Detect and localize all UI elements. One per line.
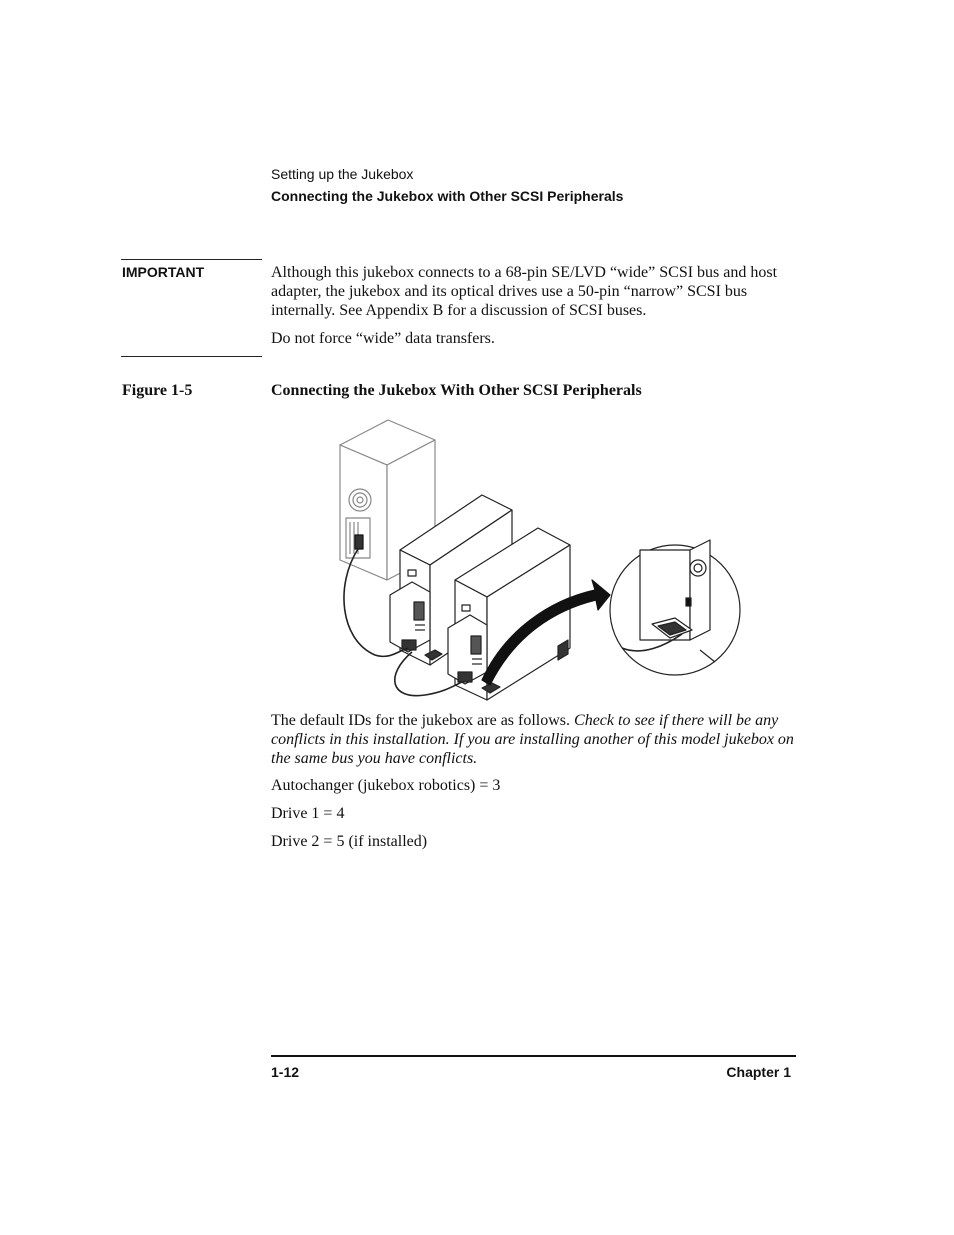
figure-title: Connecting the Jukebox With Other SCSI Peripherals — [271, 382, 642, 399]
page-number: 1-12 — [271, 1064, 300, 1080]
default-ids-warning: Check to see if there will be any conflicts in this installation. If you are installing another of this model jukebox on the same bus you have conflicts. — [271, 712, 794, 767]
running-header-section: Setting up the Jukebox — [271, 166, 414, 182]
important-bottom-rule — [121, 356, 262, 357]
important-paragraph-1: Although this jukebox connects to a 68-pin SE/LVD “wide” SCSI bus and host adapter, the jukebox and its optical drives use a 50-pin “narrow” SCSI bus internally. See Appendix B for a discussion of SCSI buses. — [271, 264, 778, 319]
default-ids-intro: The default IDs for the jukebox are as follows. — [271, 712, 575, 729]
id-drive-2: Drive 2 = 5 (if installed) — [271, 833, 428, 850]
id-autochanger: Autochanger (jukebox robotics) = 3 — [271, 777, 501, 794]
important-top-rule — [121, 259, 262, 260]
important-paragraph-2: Do not force “wide” data transfers. — [271, 330, 495, 347]
scsi-connection-illustration — [330, 410, 745, 705]
id-drive-1: Drive 1 = 4 — [271, 805, 345, 822]
default-ids-paragraph — [271, 711, 801, 768]
connector-detail-inset — [610, 540, 740, 675]
figure-label: Figure 1-5 — [122, 382, 193, 399]
host-scsi-connector — [355, 535, 363, 549]
running-header-title: Connecting the Jukebox with Other SCSI Peripherals — [271, 188, 624, 204]
footer-rule — [271, 1055, 796, 1057]
important-label: IMPORTANT — [122, 264, 205, 280]
chapter-label: Chapter 1 — [726, 1064, 791, 1080]
